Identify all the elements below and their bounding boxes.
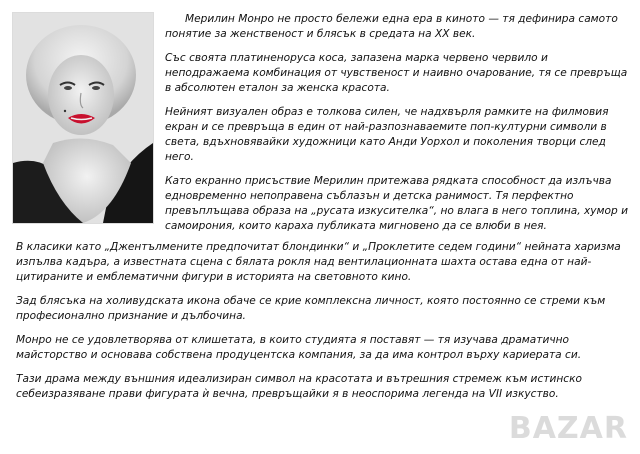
- intro-column: [165, 12, 628, 234]
- paragraph-6: Зад блясъка на холивудската икона обаче се крие комплексна личност, която постоянно се стреми към професионално признание и дълбочина.: [16, 295, 606, 322]
- paragraph-3: Нейният визуален образ е толкова силен, че надхвърля рамките на филмовия екран и се превръща в един от най-разпознаваемите поп-културни символи в света, вдъхновявайки художници като Анди Уорхол и поколения творци след него.: [165, 106, 609, 163]
- paragraph-4: Като екранно присъствие Мерилин притежава рядката способност да излъчва едновременно непоправена съблазън и детска ранимост. Тя перфектно превъплъщава образа на „русата изкусителка“, но влага в него топлина, хумор и самоирония, които караха публиката мигновено да се влюби в нея.: [165, 175, 629, 232]
- paragraph-7: Монро не се удовлетворява от клишетата, в които студията я поставят — тя изучава драматично майсторство и основава собствена продуцентска компания, за да има контрол върху кариерата си.: [16, 334, 582, 361]
- bazar-watermark: BAZAR: [508, 411, 628, 446]
- portrait-illustration: [13, 13, 153, 223]
- portrait-photo: [12, 12, 154, 224]
- body-column: [16, 240, 628, 402]
- paragraph-2: Със своята платиненоруса коса, запазена марка червено червило и неподражаема комбинация от чувственост и наивно очарование, тя се превръща в абсолютен еталон за женска красота.: [165, 52, 628, 94]
- paragraph-5: В класики като „Джентълмените предпочитат блондинки“ и „Проклетите седем години“ нейната харизма изпълва кадъра, а известната сцена с бялата рокля над вентилационната шахта остава една от най-цитираните и емблематични фигури в историята на световното кино.: [16, 241, 621, 283]
- paragraph-1: Мерилин Монро не просто бележи една ера в киното — тя дефинира самото понятие за женственост и блясък в средата на XX век.: [165, 13, 618, 40]
- paragraph-8: Тази драма между външния идеализиран символ на красотата и вътрешния стремеж към истинско себеизразяване прави фигурата ѝ вечна, превръщайки я в неоспорима легенда на VII изкуство.: [16, 373, 582, 400]
